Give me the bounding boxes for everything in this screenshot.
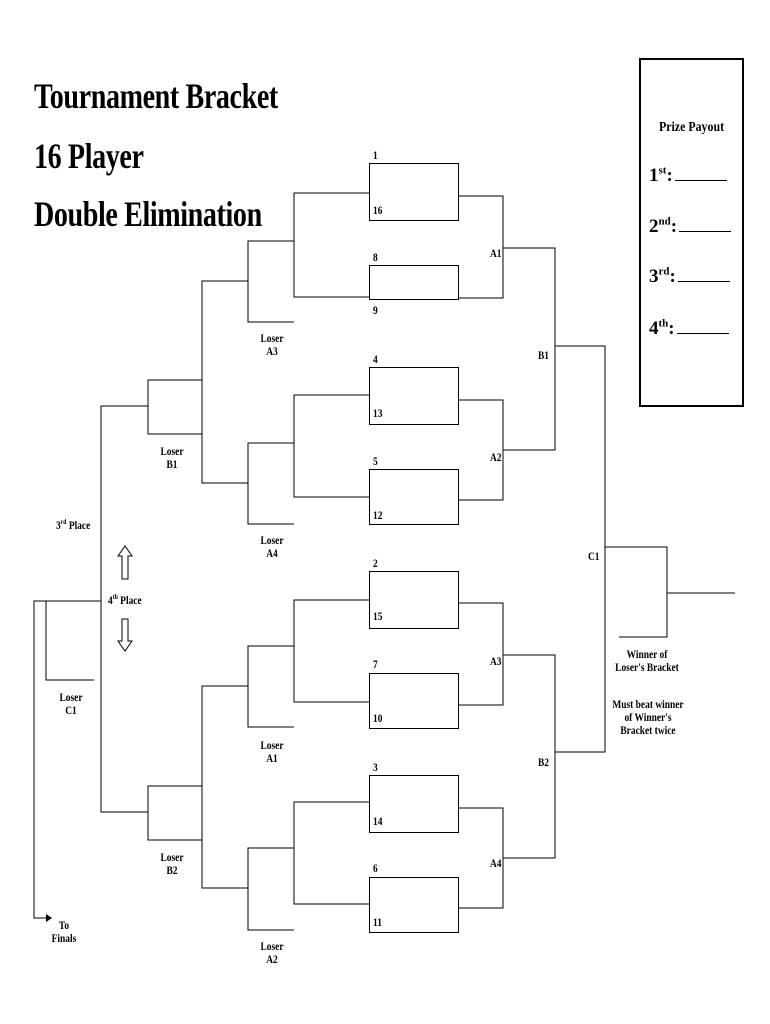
label-b1: B1 [538,350,550,362]
loser-a3-label: Loser A3 [260,333,284,359]
prize-payout-box [639,58,744,407]
seed-label: 8 [373,252,378,264]
connector-a3 [459,603,503,705]
seed-label: 11 [373,917,382,929]
label-a2: A2 [490,452,502,464]
prize-first: 1st: [649,164,727,187]
to-finals-label: To Finals [51,920,77,946]
match-box-7-10 [370,674,459,729]
seed-label: 14 [373,816,383,828]
connector-a1 [459,196,503,298]
prize-payout-heading: Prize Payout [658,120,725,135]
loser-a2-label: Loser A2 [260,941,284,967]
prize-blank[interactable] [679,215,731,232]
match-box-5-12 [370,470,459,525]
loser-c1-label: Loser C1 [59,692,83,718]
prize-second: 2nd: [649,215,731,238]
seed-label: 6 [373,863,378,875]
losers-r2-a4 [248,443,294,524]
prize-blank[interactable] [678,265,730,282]
losers-r5 [101,406,148,812]
loser-a1-label: Loser A1 [260,740,284,766]
prize-fourth: 4th: [649,317,729,340]
loser-b1-label: Loser B1 [160,446,184,472]
prize-blank[interactable] [677,317,729,334]
losers-r3-bot [202,686,248,888]
label-a4: A4 [490,858,502,870]
label-b2: B2 [538,757,550,769]
seed-label: 16 [373,205,383,217]
losers-r1-bot-b [294,802,370,904]
title-line-2: 16 Player [34,136,144,176]
loser-a4-label: Loser A4 [260,535,284,561]
title-line-1: Tournament Bracket [34,76,278,116]
seed-label: 3 [373,762,378,774]
connector-b1 [503,248,555,450]
label-a3: A3 [490,656,502,668]
seed-label: 10 [373,713,383,725]
seed-label: 12 [373,510,383,522]
third-place-label: 3rd Place [56,518,91,532]
seed-label: 4 [373,354,378,366]
title-line-3: Double Elimination [34,194,262,234]
losers-r4-bot [148,786,202,840]
seed-label: 7 [373,659,378,671]
losers-r2-a1 [248,646,294,727]
loser-b2-label: Loser B2 [160,852,184,878]
connector-a2 [459,400,503,500]
match-box-4-13 [370,368,459,425]
fourth-place-label: 4th Place [108,593,142,607]
losers-r2-a3 [248,241,294,322]
seed-label: 9 [373,305,378,317]
seed-label: 1 [373,150,378,162]
winner-of-losers-note: Winner of Loser's Bracket [615,649,679,675]
losers-r3-top [202,281,248,483]
connector-finals [605,547,667,637]
seed-label: 5 [373,456,378,468]
connector-c1 [555,346,605,752]
prize-blank[interactable] [675,164,727,181]
seed-label: 2 [373,558,378,570]
up-arrow-icon [118,546,132,579]
must-beat-note: Must beat winner of Winner's Bracket twice [612,699,684,738]
seed-label: 13 [373,408,383,420]
losers-r1-top-a [294,193,370,297]
match-box-2-15 [370,572,459,629]
to-finals-line [34,601,46,918]
losers-r1-bot-a [294,600,370,702]
match-box-1-16 [370,164,459,221]
losers-r4-top [148,380,202,434]
match-box-3-14 [370,776,459,833]
match-box-8-9 [370,266,459,300]
seed-label: 15 [373,611,383,623]
down-arrow-icon [118,619,132,651]
label-a1: A1 [490,248,502,260]
match-box-6-11 [370,878,459,933]
label-c1: C1 [588,551,600,563]
losers-r1-top-b [294,395,370,497]
losers-r2-a2 [248,848,294,930]
prize-third: 3rd: [649,265,730,288]
losers-r6 [46,601,101,680]
